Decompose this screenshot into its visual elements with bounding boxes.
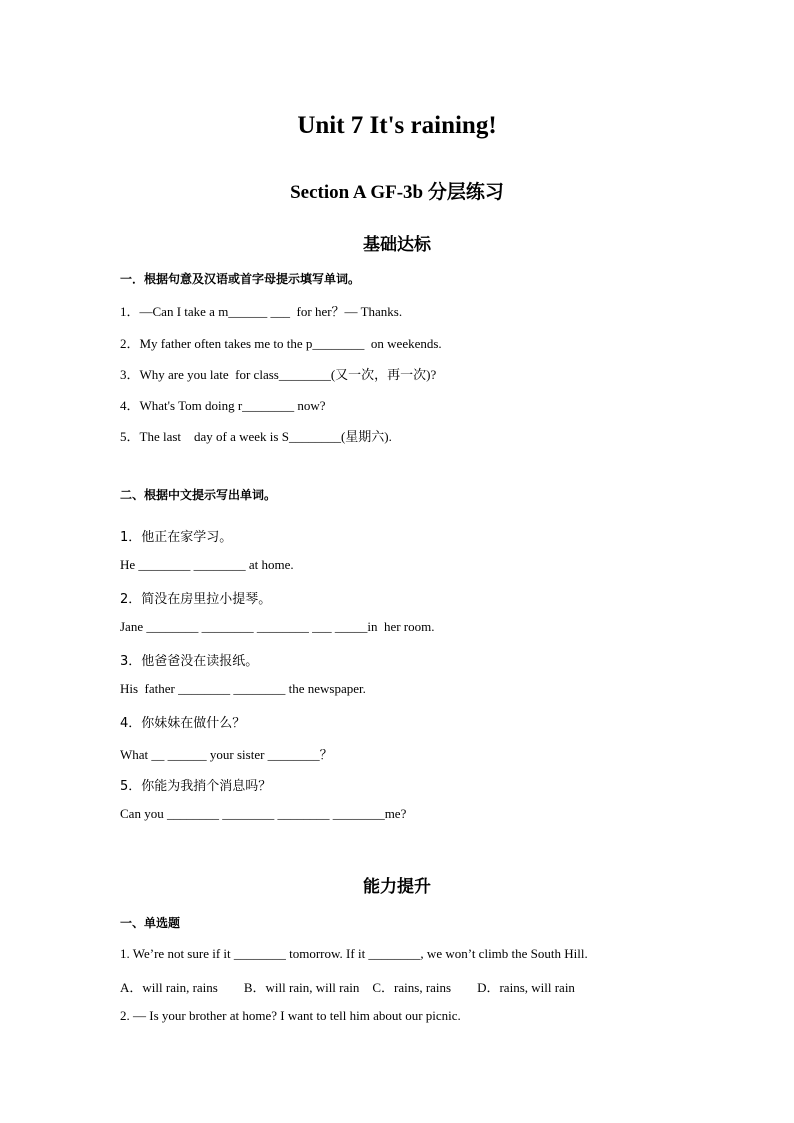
- part1-item-3: 3．Why are you late for class________(又一次，再一次)?: [120, 367, 437, 382]
- part2-item-4-cn: 4．你妹妹在做什么？: [120, 716, 246, 731]
- part2-item-2-en: Jane ________ ________ ________ ___ _____in her room.: [120, 619, 435, 634]
- part2-item-1-en: He ________ ________ at home.: [120, 557, 294, 572]
- part3-heading: 一、单选题: [120, 916, 181, 930]
- part2-item-5-en: Can you ________ ________ ________ ________me?: [120, 806, 407, 821]
- part2-item-4-en: What __ ______ your sister ________？: [120, 747, 333, 762]
- part2-heading: 二、根据中文提示写出单词。: [120, 488, 277, 502]
- part2-item-3-en: His father ________ ________ the newspaper.: [120, 681, 366, 696]
- part1-item-1: 1．—Can I take a m______ ___ for her？— Thanks.: [120, 304, 403, 319]
- part1-item-2: 2．My father often takes me to the p________ on weekends.: [120, 336, 442, 351]
- section-basic-title: 基础达标: [363, 235, 431, 255]
- page-subtitle: Section A GF-3b 分层练习: [290, 182, 504, 203]
- part2-item-2-cn: 2．简没在房里拉小提琴。: [120, 592, 272, 607]
- part2-item-3-cn: 3．他爸爸没在读报纸。: [120, 654, 259, 669]
- part2-item-1-cn: 1．他正在家学习。: [120, 530, 233, 545]
- part3-question-1: 1. We’re not sure if it ________ tomorrow. If it ________, we won’t climb the South Hill.: [120, 946, 588, 961]
- part3-question-1-options: A．will rain, rains B．will rain, will rain C．rains, rains D．rains, will rain: [120, 980, 575, 995]
- part3-question-2: 2. — Is your brother at home? I want to tell him about our picnic.: [120, 1008, 461, 1023]
- part2-item-5-cn: 5．你能为我捎个消息吗？: [120, 779, 272, 794]
- page-title: Unit 7 It's raining!: [297, 112, 497, 139]
- part1-item-4: 4．What's Tom doing r________ now?: [120, 398, 326, 413]
- section-advanced-title: 能力提升: [363, 877, 431, 897]
- part1-item-5: 5．The last day of a week is S________(星期六).: [120, 429, 392, 444]
- part1-heading: 一．根据句意及汉语或首字母提示填写单词。: [120, 272, 361, 286]
